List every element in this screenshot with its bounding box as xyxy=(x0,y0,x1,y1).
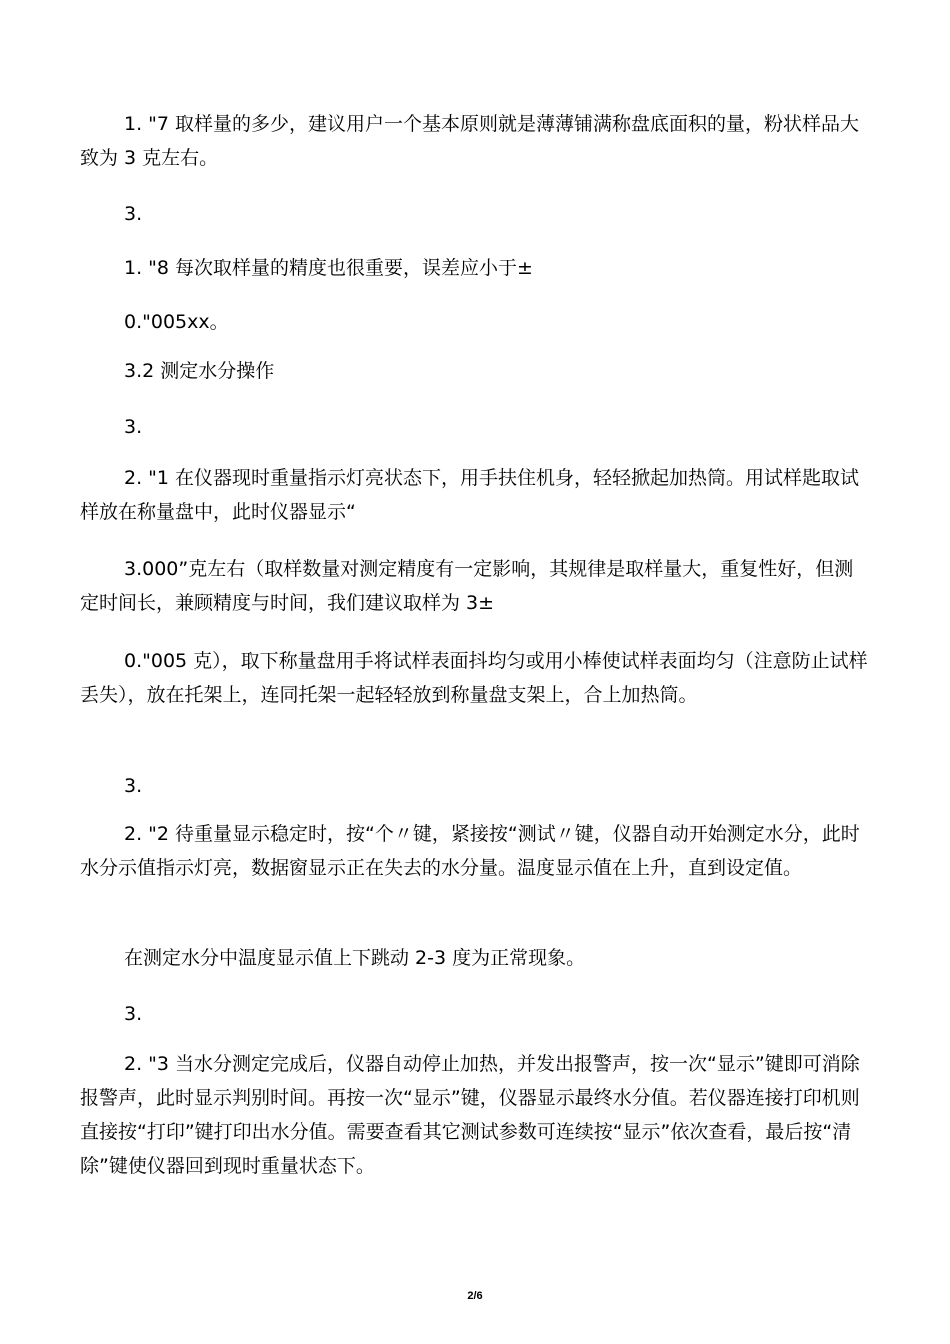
paragraph-precision-value: 0."005xx。 xyxy=(124,311,229,333)
paragraph-step-2-1: 2. "1 在仪器现时重量指示灯亮状态下，用手扶住机身，轻轻掀起加热筒。用试样匙取试样放在称量盘中，此时仪器显示“ xyxy=(80,467,860,523)
paragraph-temperature-note: 在测定水分中温度显示值上下跳动 2-3 度为正常现象。 xyxy=(124,947,586,969)
paragraph-sample-amount: 1. "7 取样量的多少，建议用户一个基本原则就是薄薄铺满称盘底面积的量，粉状样品大致为 3 克左右。 xyxy=(80,113,860,169)
paragraph-step-2-3: 2. "3 当水分测定完成后，仪器自动停止加热，并发出报警声，按一次“显示”键即可消除报警声，此时显示判别时间。再按一次“显示”键，仪器显示最终水分值。若仪器连接打印机则直接按“打印”键打印出水分值。需要查看其它测试参数可连续按“显示”依次查看，最后按“清除”键使仪器回到现时重量状态下。 xyxy=(80,1053,860,1177)
page-number: 2/6 xyxy=(467,1290,483,1302)
paragraph-section-number: 3. xyxy=(124,416,143,438)
paragraph-section-number: 3. xyxy=(124,775,143,797)
paragraph-sample-precision: 1. "8 每次取样量的精度也很重要，误差应小于± xyxy=(124,257,533,279)
section-heading-moisture-operation: 3.2 测定水分操作 xyxy=(124,360,275,382)
paragraph-step-2-2: 2. "2 待重量显示稳定时，按“个〃键，紧接按“测试〃键，仪器自动开始测定水分，此时水分示值指示灯亮，数据窗显示正在失去的水分量。温度显示值在上升，直到设定值。 xyxy=(80,823,860,879)
paragraph-section-number: 3. xyxy=(124,1003,143,1025)
paragraph-section-number: 3. xyxy=(124,203,143,225)
paragraph-sample-weight: 3.000”克左右（取样数量对测定精度有一定影响，其规律是取样量大，重复性好，但测定时间长，兼顾精度与时间，我们建议取样为 3± xyxy=(80,558,854,614)
paragraph-sample-placement: 0."005 克），取下称量盘用手将试样表面抖均匀或用小棒使试样表面均匀（注意防止试样丢失），放在托架上，连同托架一起轻轻放到称量盘支架上，合上加热筒。 xyxy=(80,650,868,706)
